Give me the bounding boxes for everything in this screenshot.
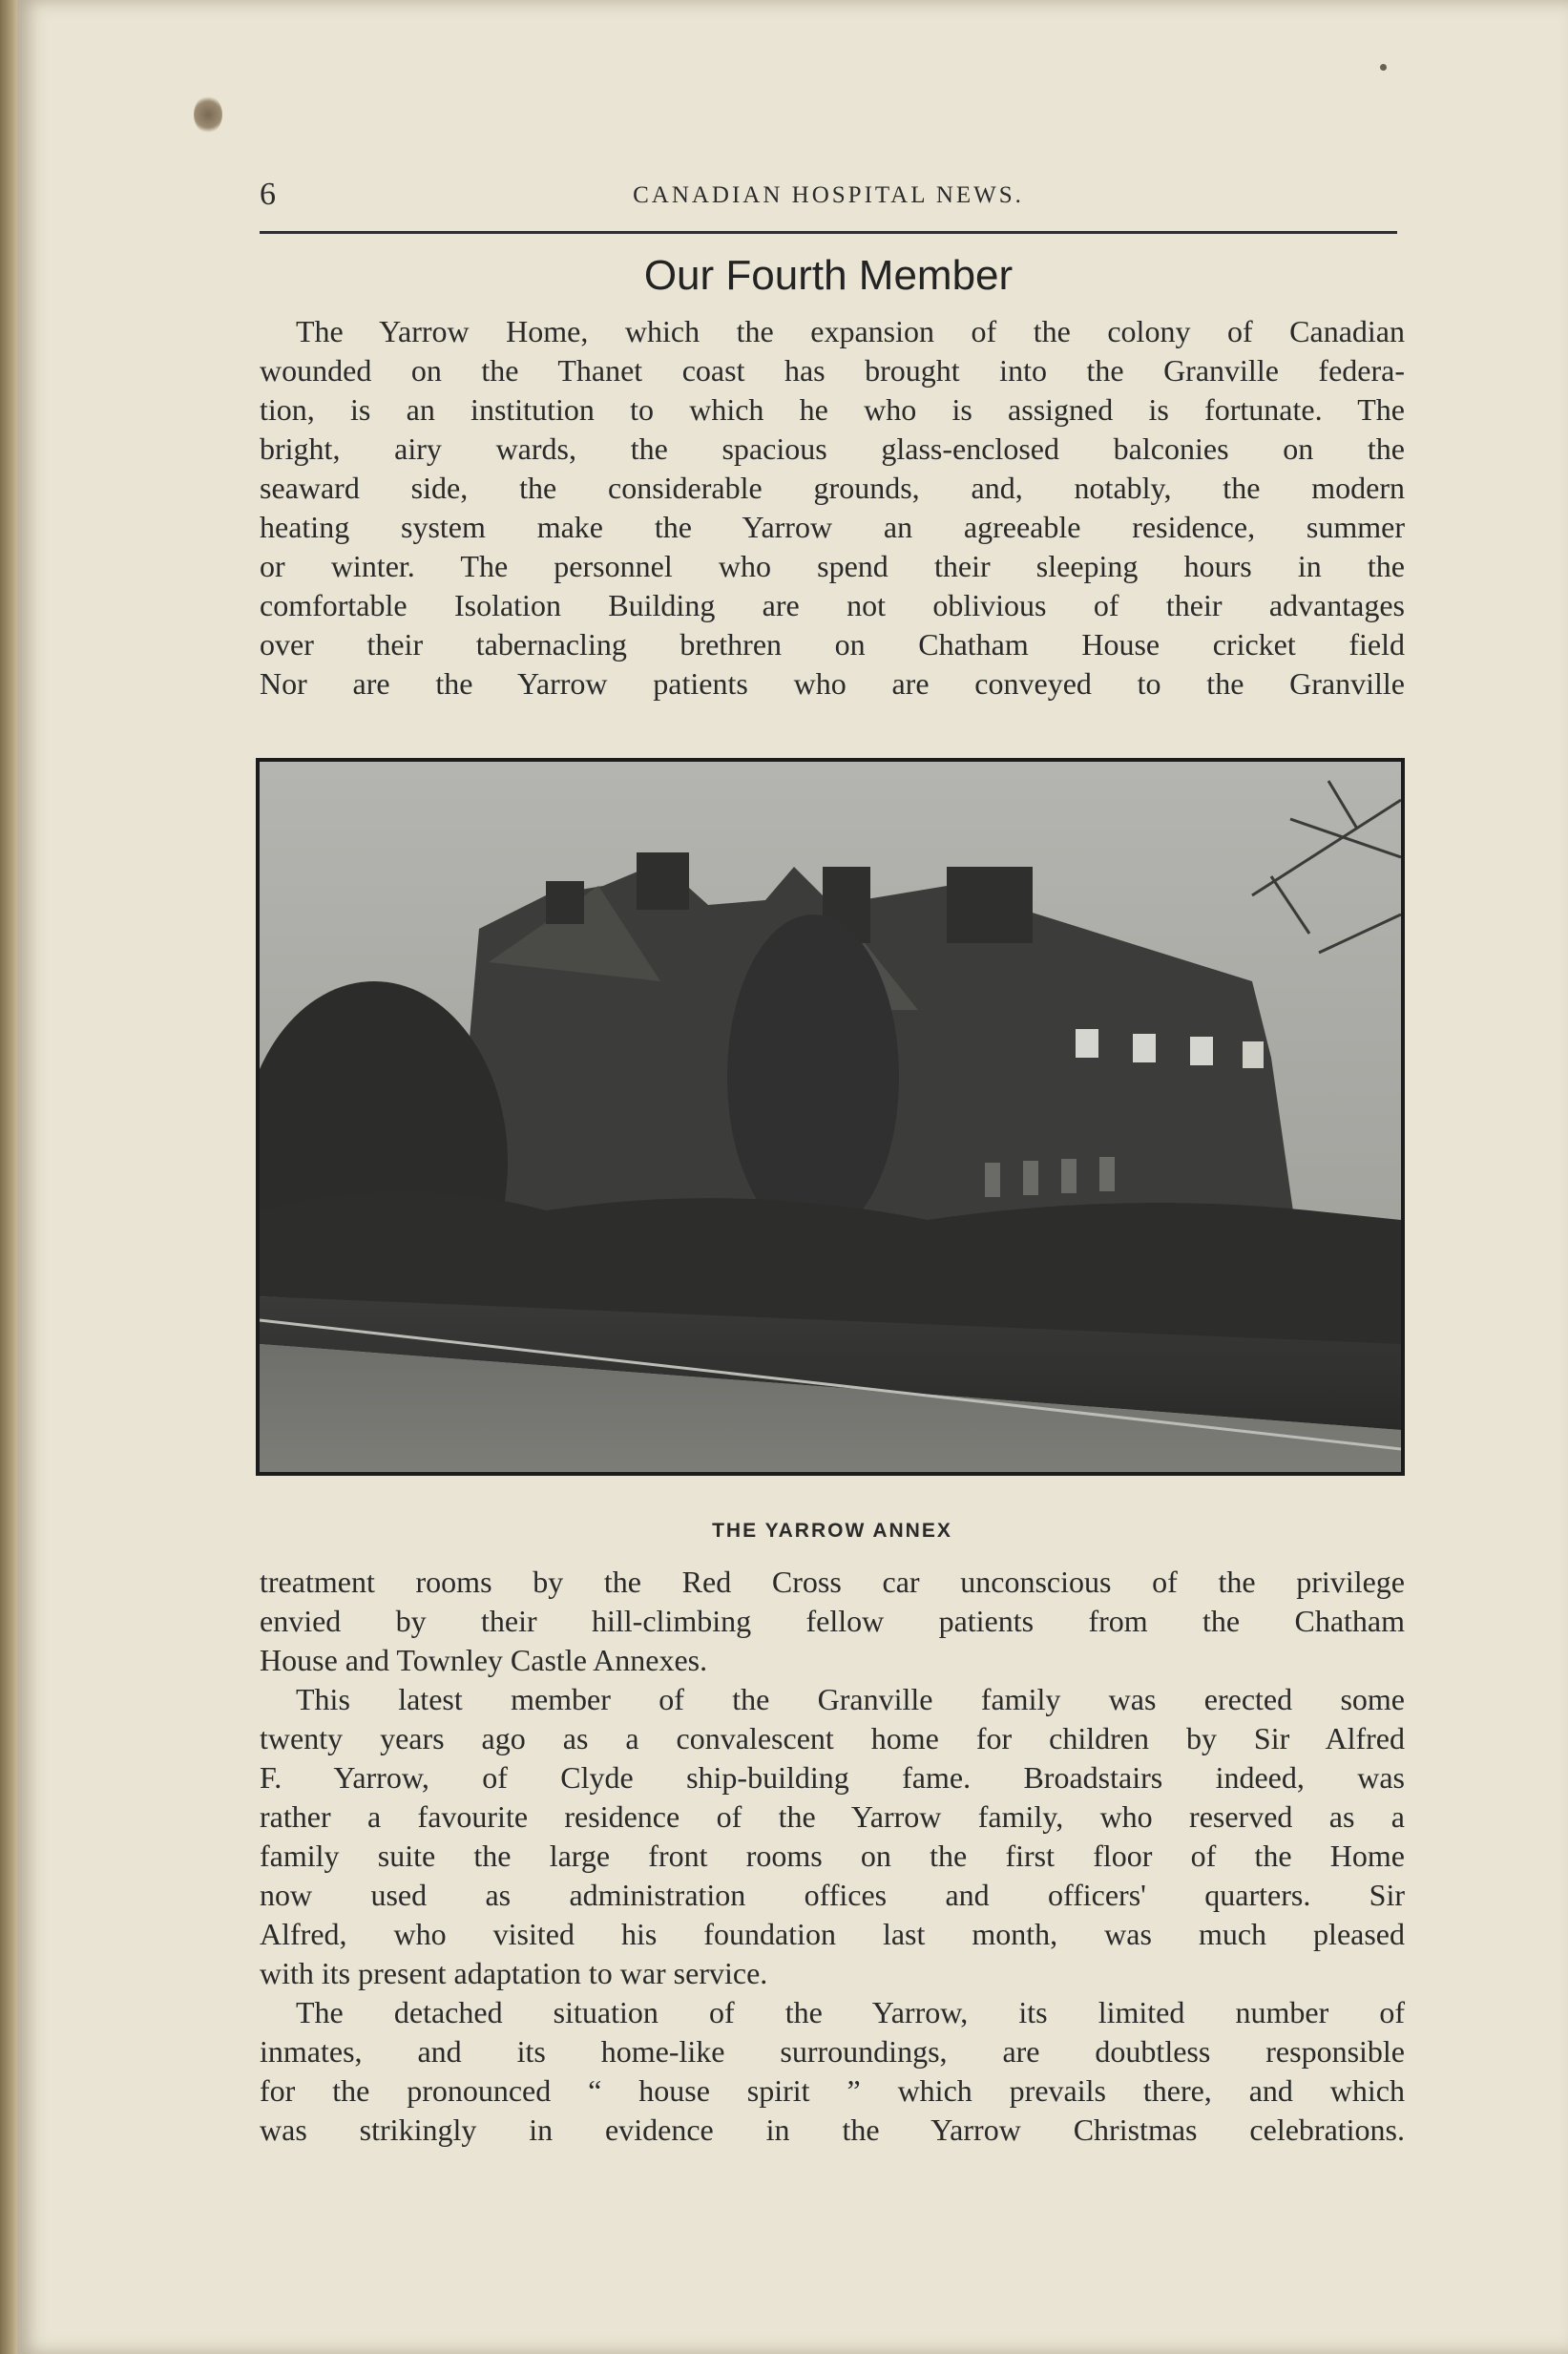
text-line: rather a favourite residence of the Yarrow family, who reserved as a xyxy=(260,1799,1405,1834)
speck-mark xyxy=(1380,64,1387,71)
article-paragraph-top xyxy=(260,312,1405,704)
text-line: The Yarrow Home, which the expansion of the colony of Canadian xyxy=(296,314,1405,348)
running-head xyxy=(260,177,1397,219)
text-line: F. Yarrow, of Clyde ship-building fame. Broadstairs indeed, was xyxy=(260,1760,1405,1795)
text-line: Nor are the Yarrow patients who are conveyed to the Granville xyxy=(260,666,1405,701)
text-line: heating system make the Yarrow an agreeable residence, summer xyxy=(260,510,1405,544)
text-line: for the pronounced “ house spirit ” which prevails there, and which xyxy=(260,2073,1405,2108)
text-line: or winter. The personnel who spend their sleeping hours in the xyxy=(260,549,1405,583)
text-line: bright, airy wards, the spacious glass-enclosed balconies on the xyxy=(260,431,1405,466)
text-line: seaward side, the considerable grounds, and, notably, the modern xyxy=(260,471,1405,505)
text-line: tion, is an institution to which he who is assigned is fortunate. The xyxy=(260,392,1405,427)
text-line: with its present adaptation to war service. xyxy=(260,1956,768,1990)
text-line: over their tabernacling brethren on Chatham House cricket field xyxy=(260,627,1405,662)
journal-title: CANADIAN HOSPITAL NEWS. xyxy=(633,182,1024,208)
text-line: wounded on the Thanet coast has brought into the Granville federa- xyxy=(260,353,1405,388)
text-line: The detached situation of the Yarrow, its limited number of xyxy=(296,1995,1405,2029)
article-title: Our Fourth Member xyxy=(643,252,1014,299)
page-number: 6 xyxy=(260,177,276,212)
text-line: envied by their hill-climbing fellow patients from the Chatham xyxy=(260,1604,1405,1638)
text-line: This latest member of the Granville family was erected some xyxy=(296,1682,1405,1716)
building-photo-image xyxy=(260,762,1401,1472)
photo-caption: THE YARROW ANNEX xyxy=(712,1520,952,1542)
text-line: House and Townley Castle Annexes. xyxy=(260,1643,708,1677)
text-line: twenty years ago as a convalescent home for children by Sir Alfred xyxy=(260,1721,1405,1755)
stain-mark xyxy=(194,95,222,134)
text-line: treatment rooms by the Red Cross car unconscious of the privilege xyxy=(260,1565,1405,1599)
text-line: now used as administration offices and officers' quarters. Sir xyxy=(260,1878,1405,1912)
text-line: inmates, and its home-like surroundings, are doubtless responsible xyxy=(260,2034,1405,2069)
yarrow-annex-photo xyxy=(256,758,1405,1476)
text-line: was strikingly in evidence in the Yarrow Christmas celebrations. xyxy=(260,2112,1405,2147)
text-line: family suite the large front rooms on the first floor of the Home xyxy=(260,1839,1405,1873)
article-paragraph-bottom xyxy=(260,1563,1405,2150)
text-line: comfortable Isolation Building are not oblivious of their advantages xyxy=(260,588,1405,622)
text-line: Alfred, who visited his foundation last month, was much pleased xyxy=(260,1917,1405,1951)
header-rule xyxy=(260,231,1397,234)
